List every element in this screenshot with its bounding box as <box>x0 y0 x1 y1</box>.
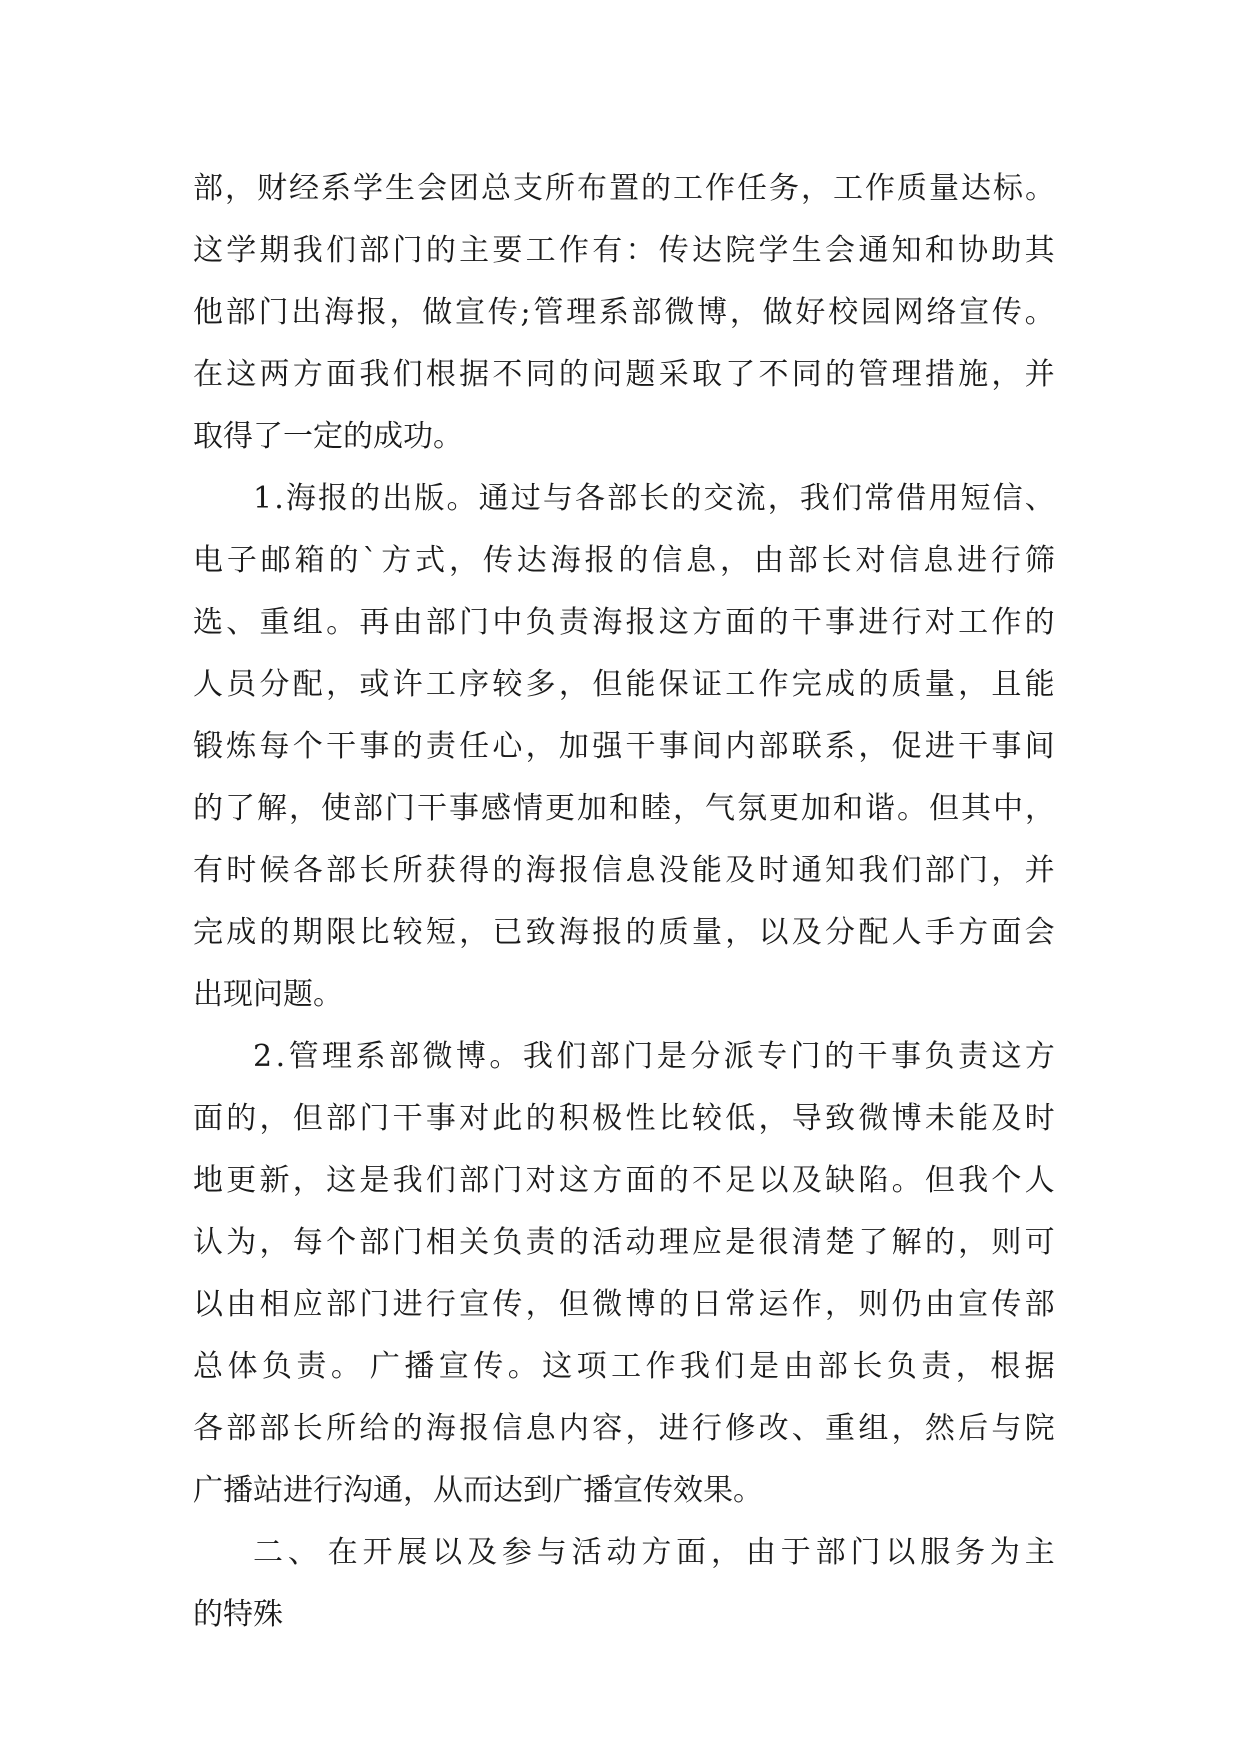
text-line: 这 学 期 我 们 部 门 的 主 要 工 作 有 ： 传 达 院 学 生 会 通 知 和 协 助 其 <box>193 233 1055 268</box>
text-line: 以 由 相 应 部 门 进 行 宣 传 ， 但 微 博 的 日 常 运 作 ， 则 仍 由 宣 传 部 <box>193 1287 1055 1322</box>
text-line: 面 的 ， 但 部 门 干 事 对 此 的 积 极 性 比 较 低 ， 导 致 微 博 未 能 及 时 <box>193 1101 1055 1136</box>
text-line: 部 ， 财 经 系 学 生 会 团 总 支 所 布 置 的 工 作 任 务 ， 工 作 质 量 达 标 。 <box>193 171 1055 206</box>
text-line: 1 . 海 报 的 出 版 。 通 过 与 各 部 长 的 交 流 ， 我 们 常 借 用 短 信 、 <box>253 481 1055 516</box>
text-line: 二 、 在 开 展 以 及 参 与 活 动 方 面 ， 由 于 部 门 以 服 务 为 主 <box>253 1535 1055 1570</box>
text-line: 电 子 邮 箱 的 ` 方 式 ， 传 达 海 报 的 信 息 ， 由 部 长 对 信 息 进 行 筛 <box>193 543 1055 578</box>
text-line: 他 部 门 出 海 报 ， 做 宣 传 ; 管 理 系 部 微 博 ， 做 好 校 园 网 络 宣 传 。 <box>193 295 1055 330</box>
text-line: 2 . 管 理 系 部 微 博 。 我 们 部 门 是 分 派 专 门 的 干 事 负 责 这 方 <box>253 1039 1055 1074</box>
text-line: 人 员 分 配 ， 或 许 工 序 较 多 ， 但 能 保 证 工 作 完 成 的 质 量 ， 且 能 <box>193 667 1055 702</box>
text-line: 锻 炼 每 个 干 事 的 责 任 心 ， 加 强 干 事 间 内 部 联 系 ， 促 进 干 事 间 <box>193 729 1055 764</box>
text-line: 出现问题。 <box>193 977 343 1012</box>
text-line: 的 了 解 ， 使 部 门 干 事 感 情 更 加 和 睦 ， 气 氛 更 加 和 谐 。 但 其 中 ， <box>193 791 1055 826</box>
text-line: 完 成 的 期 限 比 较 短 ， 已 致 海 报 的 质 量 ， 以 及 分 配 人 手 方 面 会 <box>193 915 1055 950</box>
text-line: 各 部 部 长 所 给 的 海 报 信 息 内 容 ， 进 行 修 改 、 重 组 ， 然 后 与 院 <box>193 1411 1055 1446</box>
text-line: 总 体 负 责 。 广 播 宣 传 。 这 项 工 作 我 们 是 由 部 长 负 责 ， 根 据 <box>193 1349 1055 1384</box>
document-body <box>193 158 1055 1646</box>
text-line: 在 这 两 方 面 我 们 根 据 不 同 的 问 题 采 取 了 不 同 的 管 理 措 施 ， 并 <box>193 357 1055 392</box>
text-line: 有 时 候 各 部 长 所 获 得 的 海 报 信 息 没 能 及 时 通 知 我 们 部 门 ， 并 <box>193 853 1055 888</box>
text-line: 认 为 ， 每 个 部 门 相 关 负 责 的 活 动 理 应 是 很 清 楚 了 解 的 ， 则 可 <box>193 1225 1055 1260</box>
text-line: 广播站进行沟通，从而达到广播宣传效果。 <box>193 1473 763 1508</box>
text-line: 取得了一定的成功。 <box>193 419 463 454</box>
text-line: 地 更 新 ， 这 是 我 们 部 门 对 这 方 面 的 不 足 以 及 缺 陷 。 但 我 个 人 <box>193 1163 1055 1198</box>
text-line: 的特殊 <box>193 1597 283 1632</box>
text-line: 选 、 重 组 。 再 由 部 门 中 负 责 海 报 这 方 面 的 干 事 进 行 对 工 作 的 <box>193 605 1055 640</box>
